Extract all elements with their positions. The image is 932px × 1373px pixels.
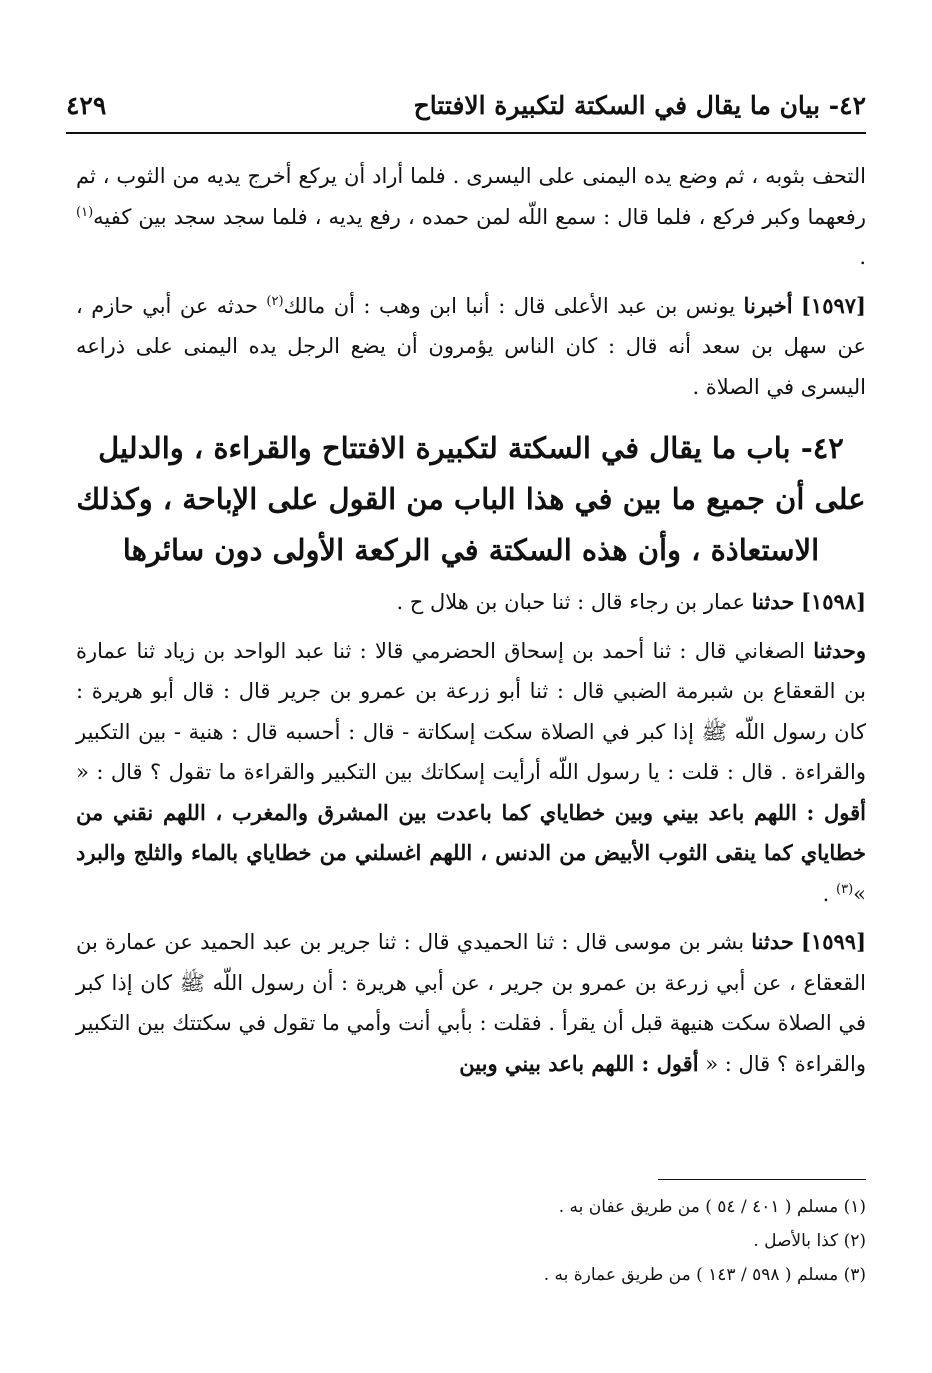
footnotes: [76, 1190, 866, 1292]
hadith-text: يونس بن عبد الأعلى قال : أنبا ابن وهب : أن مالك: [283, 293, 744, 318]
running-title: ٤٢- بيان ما يقال في السكتة لتكبيرة الافتتاح: [413, 90, 866, 120]
footnote-3: (٣) مسلم ( ٥٩٨ / ١٤٣ ) من طريق عمارة به .: [543, 1265, 866, 1285]
hadith-keyword: وحدثنا: [813, 637, 866, 663]
hadith-keyword: حدثنا: [751, 929, 794, 954]
hadith-number: [١٥٩٧]: [800, 292, 866, 318]
chapter-heading: ٤٢- باب ما يقال في السكتة لتكبيرة الافتتاح والقراءة ، والدليل على أن جميع ما بين في هذا الباب من القول على الإباحة ، وكذلك الاستعاذة ، وأن هذه السكتة في الركعة الأولى دون سائرها: [76, 431, 866, 567]
hadith-end: .: [822, 881, 836, 906]
page-header: [66, 78, 866, 134]
hadith-1599: [76, 922, 866, 1084]
page-number: ٤٢٩: [66, 90, 107, 120]
supplication-text: أقول : اللهم باعد بيني وبين خطاياي كما باعدت بين المشرق والمغرب ، اللهم نقني من خطاياي كما ينقى الثوب الأبيض من الدنس ، اللهم اغسلني من خطاياي بالماء والثلج والبرد: [76, 799, 866, 865]
footnote-ref-3: (٣): [836, 881, 854, 897]
hadith-text: بشر بن موسى قال : ثنا الحميدي قال : ثنا جرير بن عبد الحميد عن عمارة بن القعقاع ، عن أبي زرعة بن عمرو بن جرير ، عن أبي هريرة : أن رسول اللّه ﷺ كان إذا كبر في الصلاة سكت هنيهة قبل أن يقرأ . فقلت : بأبي أنت وأمي ما تقول في سكتتك بين التكبير والقراءة ؟ قال : «: [76, 930, 866, 1076]
intro-end: .: [859, 245, 866, 269]
footnote-ref-2: (٢): [266, 293, 284, 309]
footnote-1: (١) مسلم ( ٤٠١ / ٥٤ ) من طريق عفان به .: [558, 1197, 866, 1217]
footnote-separator: [658, 1179, 866, 1180]
footnote-ref-1: (١): [76, 204, 94, 220]
hadith-1598: [76, 582, 866, 623]
hadith-text-cont: حدثه عن أبي حازم ، عن سهل بن سعد أنه قال : كان الناس يؤمرون أن يضع الرجل يده اليمنى على ذراعه اليسرى في الصلاة .: [76, 293, 866, 399]
hadith-1598-second-chain: [76, 631, 866, 915]
hadith-number: [١٥٩٨]: [801, 589, 866, 614]
hadith-keyword: أخبرنا: [743, 292, 793, 318]
hadith-number: [١٥٩٩]: [801, 929, 866, 954]
intro-paragraph: [76, 156, 866, 278]
page-body: [76, 156, 866, 1092]
hadith-text: الصغاني قال : ثنا أحمد بن إسحاق الحضرمي قالا : ثنا عبد الواحد بن زياد ثنا عمارة بن القعقاع بن شبرمة الضبي قال : ثنا أبو زرعة بن عمرو بن جرير قال : قال أبو هريرة : كان رسول اللّه ﷺ إذا كبر في الصلاة سكت إسكاتة - قال : أحسبه قال : هنية - بين التكبير والقراءة . قال : قلت : يا رسول اللّه أرأيت إسكاتك بين التكبير والقراءة ما تقول ؟ قال : «: [76, 638, 866, 784]
supplication-text: أقول : اللهم باعد بيني وبين: [459, 1050, 699, 1076]
quote-close: »: [853, 881, 866, 906]
hadith-1597: [76, 286, 866, 408]
footnote-2: (٢) كذا بالأصل .: [753, 1231, 866, 1251]
hadith-keyword: حدثنا: [751, 589, 795, 614]
hadith-text: عمار بن رجاء قال : ثنا حبان بن هلال ح .: [396, 590, 752, 614]
intro-text: التحف بثوبه ، ثم وضع يده اليمنى على اليسرى . فلما أراد أن يركع أخرج يديه من الثوب ، ثم رفعهما وكبر فركع ، فلما قال : سمع اللّه لمن حمده ، رفع يديه ، فلما سجد سجد بين كفيه: [76, 164, 866, 229]
